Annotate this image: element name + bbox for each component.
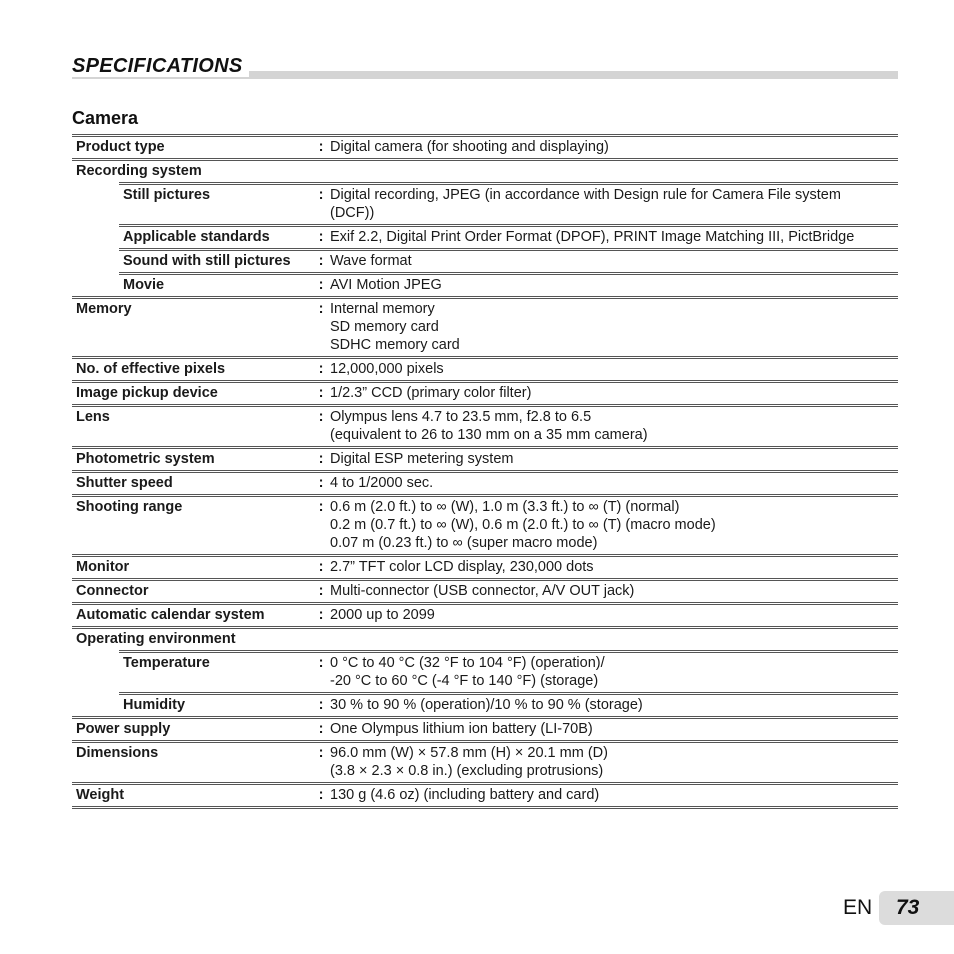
spec-row (72, 602, 898, 626)
spec-label: Product type (76, 139, 165, 155)
spec-value-line: (equivalent to 26 to 130 mm on a 35 mm camera) (330, 427, 648, 443)
spec-row (72, 782, 898, 806)
spec-label: Sound with still pictures (123, 253, 291, 269)
spec-value-line: 0 °C to 40 °C (32 °F to 104 °F) (operation)/ (330, 655, 605, 671)
spec-value (330, 384, 898, 402)
spec-row (72, 554, 898, 578)
spec-colon (312, 162, 330, 180)
spec-colon: : (318, 451, 324, 467)
spec-value (330, 606, 898, 624)
spec-label: Temperature (123, 655, 210, 671)
spec-colon: : (318, 385, 324, 401)
spec-colon: : (318, 499, 324, 515)
spec-label: Power supply (76, 721, 171, 737)
spec-row (72, 740, 898, 782)
spec-colon: : (318, 745, 324, 761)
spec-colon: : (318, 655, 324, 671)
spec-value-line: Digital ESP metering system (330, 451, 514, 467)
spec-colon: : (318, 583, 324, 599)
spec-value-line: 2000 up to 2099 (330, 607, 435, 623)
spec-value-line: Internal memory (330, 301, 435, 317)
spec-label: Operating environment (76, 631, 236, 647)
section-heading: Camera (72, 108, 139, 128)
spec-colon: : (318, 475, 324, 491)
spec-value (330, 786, 898, 804)
spec-colon: : (318, 787, 324, 803)
spec-value (330, 696, 898, 714)
spec-row (72, 494, 898, 554)
spec-colon: : (318, 301, 324, 317)
spec-value-line: (DCF)) (330, 205, 375, 221)
spec-label: Shutter speed (76, 475, 173, 491)
spec-colon: : (318, 721, 324, 737)
spec-value-line: Exif 2.2, Digital Print Order Format (DPOF), PRINT Image Matching III, PictBridge (330, 229, 855, 245)
spec-value (330, 720, 898, 738)
spec-label: Automatic calendar system (76, 607, 265, 623)
spec-label: Memory (76, 301, 132, 317)
spec-row (72, 158, 898, 182)
spec-value-line: Digital camera (for shooting and displaying) (330, 139, 609, 155)
spec-value-line: 4 to 1/2000 sec. (330, 475, 434, 491)
spec-value-line: Olympus lens 4.7 to 23.5 mm, f2.8 to 6.5 (330, 409, 592, 425)
spec-colon: : (318, 409, 324, 425)
spec-value-line: SDHC memory card (330, 337, 460, 353)
spec-label: Recording system (76, 163, 202, 179)
spec-value (330, 654, 898, 690)
spec-value-line: -20 °C to 60 °C (-4 °F to 140 °F) (storage) (330, 673, 599, 689)
spec-value (330, 186, 898, 222)
spec-row (72, 650, 898, 692)
spec-label: Humidity (123, 697, 186, 713)
spec-row (72, 248, 898, 272)
spec-value (330, 252, 898, 270)
spec-colon: : (318, 229, 324, 245)
spec-row (72, 356, 898, 380)
spec-row (72, 380, 898, 404)
spec-value-line: Digital recording, JPEG (in accordance with Design rule for Camera File system (330, 187, 841, 203)
spec-value-line: SD memory card (330, 319, 439, 335)
page-title: SPECIFICATIONS (72, 55, 249, 77)
spec-colon: : (318, 253, 324, 269)
spec-label: Shooting range (76, 499, 183, 515)
spec-row (72, 404, 898, 446)
spec-row (72, 470, 898, 494)
spec-value-line: 0.2 m (0.7 ft.) to ∞ (W), 0.6 m (2.0 ft.) to ∞ (T) (macro mode) (330, 517, 716, 533)
spec-label: Applicable standards (123, 229, 270, 245)
spec-value (330, 450, 898, 468)
page-header (72, 55, 898, 79)
spec-row (72, 134, 898, 158)
spec-value-line: One Olympus lithium ion battery (LI-70B) (330, 721, 593, 737)
spec-colon: : (318, 607, 324, 623)
page-number: 73 (896, 896, 920, 919)
spec-row (72, 272, 898, 296)
spec-label: Still pictures (123, 187, 211, 203)
spec-value (330, 300, 898, 354)
spec-value-line: 2.7” TFT color LCD display, 230,000 dots (330, 559, 594, 575)
spec-label: No. of effective pixels (76, 361, 226, 377)
spec-row (72, 626, 898, 650)
spec-value (330, 138, 898, 156)
spec-colon: : (318, 277, 324, 293)
spec-value-line: (3.8 × 2.3 × 0.8 in.) (excluding protrusions) (330, 763, 604, 779)
language-code: EN (843, 896, 873, 919)
spec-value-line: 1/2.3” CCD (primary color filter) (330, 385, 532, 401)
spec-row (72, 716, 898, 740)
spec-value (330, 498, 898, 552)
spec-colon: : (318, 697, 324, 713)
spec-value-line: 96.0 mm (W) × 57.8 mm (H) × 20.1 mm (D) (330, 745, 608, 761)
spec-label: Weight (76, 787, 125, 803)
spec-label: Dimensions (76, 745, 159, 761)
spec-value (330, 582, 898, 600)
spec-row (72, 692, 898, 716)
spec-value (330, 276, 898, 294)
spec-value (330, 630, 898, 648)
page-footer (843, 891, 954, 925)
spec-value (330, 228, 898, 246)
spec-colon: : (318, 139, 324, 155)
spec-value-line: 30 % to 90 % (operation)/10 % to 90 % (storage) (330, 697, 643, 713)
spec-row (72, 578, 898, 602)
spec-value-line: AVI Motion JPEG (330, 277, 442, 293)
spec-value-line: 0.07 m (0.23 ft.) to ∞ (super macro mode) (330, 535, 598, 551)
spec-value-line: 0.6 m (2.0 ft.) to ∞ (W), 1.0 m (3.3 ft.) to ∞ (T) (normal) (330, 499, 680, 515)
spec-row (72, 296, 898, 356)
spec-value-line: 12,000,000 pixels (330, 361, 444, 377)
spec-label: Image pickup device (76, 385, 218, 401)
spec-colon: : (318, 559, 324, 575)
spec-colon: : (318, 361, 324, 377)
spec-row (72, 224, 898, 248)
spec-value-line: 130 g (4.6 oz) (including battery and card) (330, 787, 600, 803)
spec-label: Photometric system (76, 451, 215, 467)
spec-row (72, 182, 898, 224)
spec-value (330, 558, 898, 576)
spec-value-line: Wave format (330, 253, 412, 269)
spec-value (330, 408, 898, 444)
spec-value (330, 162, 898, 180)
spec-value (330, 474, 898, 492)
spec-label: Lens (76, 409, 110, 425)
spec-label: Monitor (76, 559, 130, 575)
spec-row (72, 446, 898, 470)
spec-table (72, 134, 898, 809)
spec-value (330, 360, 898, 378)
spec-value (330, 744, 898, 780)
spec-value-line: Multi-connector (USB connector, A/V OUT jack) (330, 583, 635, 599)
spec-label: Movie (123, 277, 165, 293)
spec-label: Connector (76, 583, 149, 599)
page-number-tab (879, 891, 954, 925)
spec-colon (312, 630, 330, 648)
spec-colon: : (318, 187, 324, 203)
